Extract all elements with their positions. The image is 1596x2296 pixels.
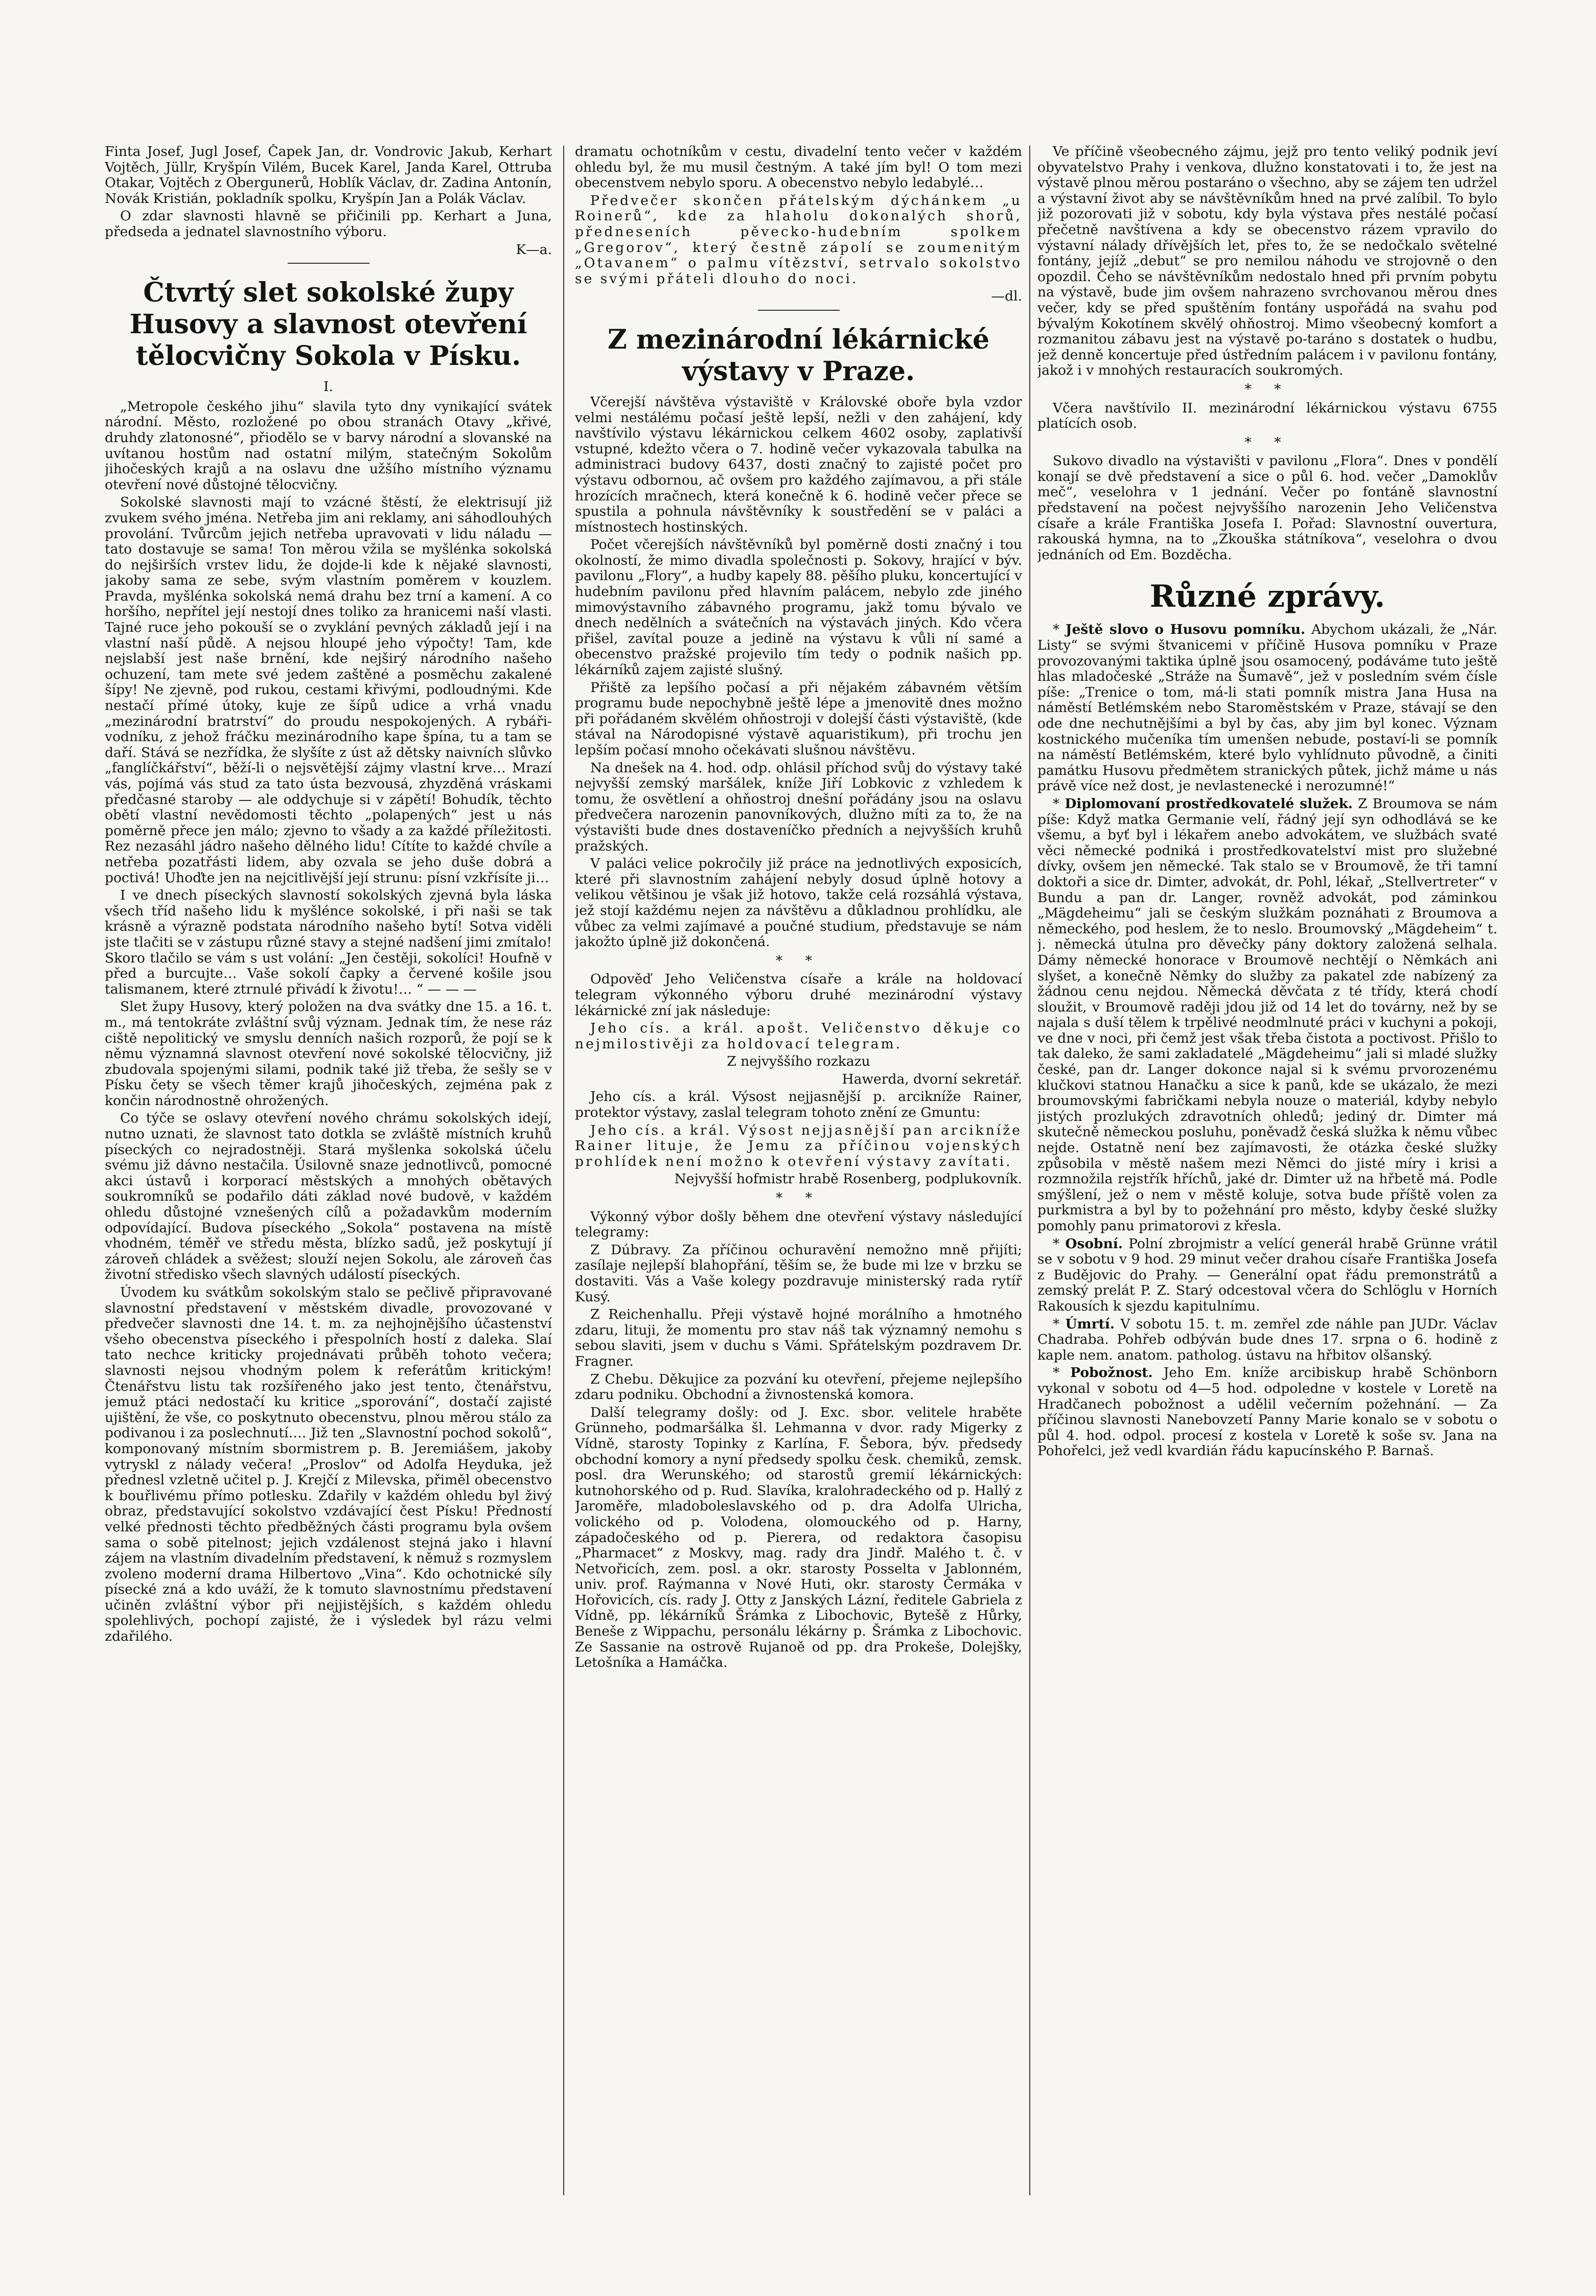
article-paragraph: Výkonný výbor došly během dne otevření výstavy následující telegramy: <box>575 1208 1022 1241</box>
article-paragraph: Na dnešek na 4. hod. odp. ohlásil příchod svůj do výstavy také nejvyšší zemský maršálek, kníže Jiří Lobkovic z vzhledem k tomu, že osvětlení a ohňostroj dnešní pořádány jsou na oslavu předvečera narozenin panovníkových, dlužno míti za to, že na výstavišti bude dnes dostaveníčko předních a nejvyšších kruhů pražských. <box>575 760 1022 854</box>
intro-paragraph: Finta Josef, Jugl Josef, Čapek Jan, dr. Vondrovic Jakub, Kerhart Vojtěch, Jüllr, Kryšpín Vilém, Bucek Karel, Janda Karel, Ottruba Otakar, Vojtěch z Obergunerů, Hoblík Václav, dr. Zadina Antonín, Novák Kristián, pokladník spolku, Kryšpín Jan a Polák Václav. <box>105 144 552 206</box>
separator <box>288 263 369 264</box>
news-text: Z Broumova se nám píše: Když matka Germanie velí, řádný její syn odhodlává se ke všemu, a byť byl i lékařem anebo advokátem, ve službách svaté věci německé podniká i prostředkovatelství mist pro služebné dívky, ovšem jen německé. Tak stalo se v Broumově, že tři tamní doktoři a sice dr. Dimter, advokát, dr. Pohl, lékař, „Stellvertreter“ v Bundu a pan dr. Langer, rovněž advokát, pod záminkou „Mägdeheimu“ jali se českým služkám poznáhati z Broumova a německého, pod heslem, že to neslo. Broumovský „Mägdeheim“ t. j. německá útulna pro děvečky pány doktory založená selhala. Dámy německé honorace v Broumově nechtějí o Němkách ani slyšet, a konečně Němky do služby za pakatel zde nabízený za žádnou cenu nejdou. Německá děvčata z té třídy, která chodí sloužit, v Broumově raději jdou již od 14 let do továrny, než by se najala s duší tělem k trpělivé neodmlnuté práci v kuchyni a pokoji, ve dne v noci, při čemž jest však třeba čistota a poctivost. Přišlo to tak daleko, že sami zakladatelé „Mägdeheimu“ jali si mladé služky české, pan dr. Langer dokonce najal si k svému prvorozenému klučkovi statnou Hanačku a sice k panů, kde se ukázalo, že mezi broumovskými fabričkami nebyla nouze o materiál, kdyby nebylo jistých prozlukých zdravotních ohledů; jediný dr. Dimter má skutečně německou posluhu, poněvadž česká služka k němu vůbec nejde. Ostatně není bez zajímavosti, že otázka české služky způsobila v městě našem mezi Němci do jisté míry i krisi a rozmnožila rejstřík hříchů, jaké dr. Dimter už na hřbetě má. Podle smýšlení, jež o nem v městě koluje, sotva bude příště volen za purkmistra a byl by to požehnání pro město, kdyby české služky pomohly panu primatorovi z křesla. <box>1037 795 1497 1234</box>
article-headline: Čtvrtý slet sokolské župy Husovy a slavnost otevření tělocvičny Sokola v Písku. <box>129 277 527 372</box>
article-paragraph: Další telegramy došly: od J. Exc. sbor. velitele hraběte Grünneho, podmaršálka šl. Lehmanna v dvor. rady Migerky z Vídně, starosty Topinky z Karlína, F. Šebora, býv. předsedy obchodní komory a nyní předsedy spolku česk. chemiků, zemsk. posl. dra Werunského; od starostů gremií lékárnických: kutnohorského od p. Rud. Slavíka, kralohradeckého od p. Hallý z Jaroměře, mladoboleslavského od p. dra Adolfa Ulricha, volického od p. Volodena, olomouckého od p. Harny, západočeského od p. Pierera, od redaktora časopisu „Pharmacet“ z Moskvy, mag. rady dra Jindř. Malého t. č. v Netvořicích, zem. posl. a okr. starosty Posselta v Jablonném, univ. prof. Raýmanna v Nové Huti, okr. starosty Čermáka v Hořovicích, cís. rady J. Otty z Janských Lázní, ředitele Gabriela z Vídně, pp. lékárníků Šrámka z Libochovic, Bytešě z Hůrky, Beneše z Wippachu, personálu lékárny p. Šrámka z Libochovic. Ze Sassanie na ostrově Rujanoě od pp. dra Prokeše, Dolejšky, Letošníka a Hamáčka. <box>575 1404 1022 1671</box>
telegram-body: Jeho cís. a král. apošt. Veličenstvo děkuje co nejmilostivěji za holdovací telegram. <box>575 1020 1022 1052</box>
news-item: * Diplomovaní prostředkovatelé služek. Z Broumova se nám píše: Když matka Germanie velí, řádný její syn odhodlává se ke všemu, a byť byl i lékařem anebo advokátem, ve službách svaté věci německé podniká i prostředkovatelství mist pro služebné dívky, ovšem jen německé. Tak stalo se v Broumově, že tři tamní doktoři a sice dr. Dimter, advokát, dr. Pohl, lékař, „Stellvertreter“ v Bundu a pan dr. Langer, rovněž advokát, pod záminkou „Mägdeheimu“ jali se českým služkám poznáhati z Broumova a německého, pod heslem, že to neslo. Broumovský „Mägdeheim“ t. j. německá útulna pro děvečky pány doktory založená selhala. Dámy německé honorace v Broumově nechtějí o Němkách ani slyšet, a konečně Němky do služby za pakatel zde nabízený za žádnou cenu nejdou. Německá děvčata z té třídy, která chodí sloužit, v Broumově raději jdou již od 14 let do továrny, než by se najala s duší tělem k trpělivé neodmlnuté práci v kuchyni a pokoji, ve dne v noci, při čemž jest však třeba čistota a poctivost. Přišlo to tak daleko, že sami zakladatelé „Mägdeheimu“ jali si mladé služky české, pan dr. Langer dokonce najal si k svému prvorozenému klučkovi statnou Hanačku a sice k panů, kde se ukázalo, že mezi broumovskými fabričkami nebyla nouze o materiál, kdyby nebylo jistých prozlukých zdravotních ohledů; jediný dr. Dimter má skutečně německou posluhu, poněvadž česká služka k němu vůbec nejde. Ostatně není bez zajímavosti, že otázka české služky způsobila v městě našem mezi Němci do jisté míry i krisi a rozmnožila rejstřík hříchů, jaké dr. Dimter už na hřbetě má. Podle smýšlení, jež o nem v městě koluje, sotva bude příště volen za purkmistra a byl by to požehnání pro město, kdyby české služky pomohly panu primatorovi z křesla. <box>1037 795 1497 1234</box>
news-text: Jeho Em. kníže arcibiskup hrabě Schönborn vykonal v sobotu od 4—5 hod. odpoledne v kostele v Loretě na Hradčanech pobožnost a udělil večerním požehnání. — Za příčinou slavnosti Nanebovzetí Panny Marie konalo se v sobotu o půl 4. hod. odpol. procesí z kostela v Loretě k soše sv. Jana na Pohořelci, jež vedl kvardián řádu kapucínského P. Barnaš. <box>1037 1365 1497 1459</box>
news-headline: Ještě slovo o Husovu pomníku. <box>1066 622 1306 638</box>
article-paragraph: „Metropole českého jihu“ slavila tyto dny vynikající svátek národní. Město, rozložené po obou stranách Otavy „křivé, druhdy zlatonosné“, přiodělo se v barvy národní a slovanské na uvítanou hostům nad ostatní milým, statečným Sokolům jihočeských krajů a na oslavu dne užšího místního významu otevření nové důstojné tělocvičny. <box>105 398 552 493</box>
separator-stars: * * <box>1244 434 1290 450</box>
article-paragraph: Včera navštívilo II. mezinárodní lékárnickou výstavu 6755 platících osob. <box>1037 400 1497 432</box>
news-item: * Úmrtí. V sobotu 15. t. m. zemřel zde náhle pan JUDr. Václav Chadraba. Pohřeb odbýván bude dnes 17. srpna o 6. hodině z kaple nem. anatom. patholog. ústavu na hřbitov olšanský. <box>1037 1316 1497 1363</box>
news-headline: Pobožnost. <box>1070 1365 1153 1381</box>
separator-stars: * * <box>776 952 821 969</box>
article-paragraph: Předvečer skončen přátelským dýchánkem „u Roinerů“, kde za hlaholu dokonalých shorů, předneseních pěvecko-hudebním spolkem „Gregorov“, který čestně zápolí se zoumenitým „Otavanem“ o palmu vítězství, setrvalo sokolstvo se svými přáteli dlouho do noci. <box>575 192 1022 287</box>
telegram-body: Jeho cís. a král. Výsost nejjasnější pan arcikníže Rainer lituje, že Jemu za příčinou vojenských prohlídek není možno k otevření výstavy zavítati. <box>575 1122 1022 1169</box>
article-paragraph: Z Reichenhallu. Přeji výstavě hojné morálního a hmotného zdaru, lituji, že momentu pro stav náš tak významný nemohu s sebou slaviti, jsem v duchu s Vámi. Spřátelským pozdravem Dr. Fragner. <box>575 1306 1022 1369</box>
article-paragraph: I ve dnech píseckých slavností sokolských zjevná byla láska všech tříd našeho lidu k myšlénce sokolské, i při naši se tak krásně a výrazně podstata národního našeho bytí! Sotva viděli jste tlačiti se v zástupu různé stavy a stejné nadšení jimi zmítalo! Skoro tlačilo se vám s ust volání: „Jen čestěji, sokolíci! Houfně v před a burcujte… Vaše sokolí čapky a červené košile jsou talismanem, které ztrnulé přivádí k životu!… “ — — — <box>105 887 552 997</box>
article-headline: Z mezinárodní lékárnické výstavy v Praze. <box>607 324 990 387</box>
telegram-signature: Nejvyšší hofmistr hrabě Rosenberg, podplukovník. <box>674 1171 1022 1187</box>
section-title: Různé zprávy. <box>1149 579 1385 615</box>
news-item: * Pobožnost. Jeho Em. kníže arcibiskup hrabě Schönborn vykonal v sobotu od 4—5 hod. odpoledne v kostele v Loretě na Hradčanech pobožnost a udělil večerním požehnání. — Za příčinou slavnosti Nanebovzetí Panny Marie konalo se v sobotu o půl 4. hod. odpol. procesí z kostela v Loretě k soše sv. Jana na Pohořelci, jež vedl kvardián řádu kapucínského P. Barnaš. <box>1037 1365 1497 1459</box>
news-headline: Úmrtí. <box>1065 1316 1115 1332</box>
article-paragraph: V paláci velice pokročily již práce na jednotlivých exposicích, které při slavnostním zahájení nebyly dosud úplně hotovy a velikou většinou je však již hotovo, takže celá rozsáhlá výstava, jež stojí každému nejen za návštěvu a důkladnou prohlídku, ale vůbec za velmi zajímavé a poučné studium, představuje se nám jakožto úplně již dokončená. <box>575 856 1022 950</box>
news-item: * Ještě slovo o Husovu pomníku. Abychom ukázali, že „Nár. Listy“ se svými štvanicemi v příčině Husova pomníku v Praze provozovanými taktika úplně jsou osamocený, podáváme tuto ještě hlas mladočeské „Stráže na Šumavě“, jež v posledním svém čísle píše: „Trenice o tom, má-li stati pomník mistra Jana Husa na náměstí Betlémském nebo Staroměstském v Praze, stávají se den ode dne nechutnějšími a byl by čas, aby jim byl konec. Význam kostnického mučeníka tím umenšen nebude, postaví-li se pomník na náměstí Betlémském, které bylo vyhlídnuto původně, a činiti památku Husovu předmětem stranických půtek, jichž máme u nás právě více než dost, je nevlastenecké i nerozumné!“ <box>1037 622 1497 794</box>
article-paragraph: Včerejší návštěva výstaviště v Královské oboře byla vzdor velmi nestálému počasí ještě lepší, nežli v den zahájení, kdy navštívilo výstavu lékárnickou celkem 4602 osoby, zaplativší vstupné, kdežto včera o 7. hodině večer vykazovala tabulka na administraci budovy 6437, dosti značný to zajisté počet pro výstavu odbornou, ač ovšem pro každého zajímavou, a při stále hrozících mračnech, která konečně k 6. hodině večer přece se spustila a pohnula návštěvníky k soustředění se v paláci a místnostech hostinských. <box>575 394 1022 535</box>
article-paragraph: Úvodem ku svátkům sokolským stalo se pečlivě připravované slavnostní představení v městském divadle, provozované v předvečer slavnosti dne 14. t. m. za nejhojnějšího účastenství všeho obecenstva píseckého i přespolních hostí z daleka. Slaí tato nechce kriticky projednávati průběh tohoto večera; slavnosti nejsou vhodným polem k referátům kritickým! Čtenářstvu listu tak rozšířeného jako jest tento, čtenářstvu, jemuž ptáci nedostačí ku kritice „sporování“, dostačí zajisté ujištění, že vše, co poskytnuto obecenstvu, plnou měrou stálo za podivanou i za poslechnutí…. Již ten „Slavnostní pochod sokolů“, komponovaný místním sbormistrem p. B. Jeremiášem, jakoby vytryskl z nálady večera! „Proslov“ od Adolfa Heyduka, jež přednesl vzletně učitel p. J. Krejčí z Milevska, přiměl obecenstvo k bouřlivému přímo potlesku. Zdařily v každém ohledu byl živý obraz, představující sokolstvo vzdávající čest Písku! Předností velké přednosti těchto předběžných části programu byla ovšem sama o sobě pitelnost; jejich vzdálenost stejná jako i hlavní zájem na vlastním divadelním představení, k němuž s rozmyslem zvoleno moderní drama Hilbertovo „Vina“. Kdo ochotnické síly písecké zná a kdo uváží, že k tomuto slavnostnímu představení učiněn zvláštní výbor při nejjistějších, s každém ohledu spolehlivých, pochopí zajisté, že i výsledek byl rázu velmi zdařilého. <box>105 1284 552 1645</box>
intro-paragraph: O zdar slavnosti hlavně se přičinili pp. Kerhart a Juna, předseda a jednatel slavnostního výboru. <box>105 208 552 240</box>
article-paragraph: Ve příčině všeobecného zájmu, jejž pro tento veliký podnik jeví obyvatelstvo Prahy i venkova, dlužno konstatovati i to, že jest na výstavě plnou měrou postaráno o všechno, aby se zájem ten udržel a výstavní život aby se návštěvníkům hned na prvé zalíbil. To bylo již pozorovati již v sobotu, kdy byla výstava přes nestálé počasí přečetně navštívena a kdy se obecenstvo rázem vpravilo do výstavní nálady dřívějších let, přes to, že se nedočkalo světelné fontány, jejíž „debut“ se pro nemilou náhodu ve strojovně o den opozdil. Čeho se návštěvníkům nedostalo hned při prvním pobytu na výstavě, bude jim ovšem nahrazeno svrchovanou měrou dnes večer, kdy se před spuštěním fontány uspořádá na svahu pod bývalým Kokotínem skvělý ohňostroj. Mimo všeobecný komfort a rozmanitou zábavu jest na výstavě po-taráno s dostatek o hudbu, jež denně koncertuje před ústředním palácem i v pavilonu fontány, jakož i v mnohých restauracích soukromých. <box>1037 144 1497 379</box>
news-text: Abychom ukázali, že „Nár. Listy“ se svými štvanicemi v příčině Husova pomníku v Praze provozovanými taktika úplně jsou osamocený, podáváme tuto ještě hlas mladočeské „Stráže na Šumavě“, jež v posledním svém čísle píše: „Trenice o tom, má-li stati pomník mistra Jana Husa na náměstí Betlémském nebo Staroměstském v Praze, stávají se den ode dne nechutnějšími a byl by čas, aby jim byl konec. Význam kostnického mučeníka tím umenšen nebude, postaví-li se pomník na náměstí Betlémském, které bylo vyhlídnuto původně, a činiti památku Husovu předmětem stranických půtek, jichž máme u nás právě více než dost, je nevlastenecké i nerozumné!“ <box>1037 622 1497 794</box>
article-paragraph: Z Dúbravy. Za příčinou ochuravění nemožno mně přijíti; zasílaje nejlepší blahopřání, těším se, že bude mi lze v brzku se dostaviti. Vás a Vaše kolegy pozdravuje ministerský rada rytíř Kusý. <box>575 1242 1022 1305</box>
column-divider <box>1029 146 1030 2195</box>
article-paragraph: Slet župy Husovy, který položen na dva svátky dne 15. a 16. t. m., má tentokráte zvláštní svůj význam. Jednak tím, že nese ráz ciště nepolitický ve smyslu denních našich rozporů, že pojí se k němu významná slavnost otevření nové sokolské tělocvičny, již zbudovala spojenými silami, podnik také již třeba, že sešly se v Písku čety se všech těmer krajů jihočeských, zejména pak z končin národnostně ohrožených. <box>105 999 552 1109</box>
article-paragraph: Sukovo divadlo na výstavišti v pavilonu „Flora“. Dnes v pondělí konají se dvě představení a sice o půl 6. hod. večer „Damoklův meč“, veselohra v 1 jednání. Večer po fontáně slavnostní představení na počest nejvyššího narozenin Jeho Veličenstva císaře a krále Františka Josefa I. Pořad: Slavnostní ouvertura, rakouská hymna, na to „Zkouška státníkova“, veselohra o dvou jednáních od Em. Bozděcha. <box>1037 453 1497 563</box>
telegram-sender: Z nejvyššího rozkazu <box>727 1053 870 1070</box>
column-right <box>1037 144 1497 2199</box>
news-text: Polní zbrojmistr a velící generál hrabě Grünne vrátil se v sobotu v 9 hod. 29 minut večer drahou císaře Františka Josefa z Budějovic do Prahy. — Generální opat řádu premonstrátů a zemský prelát P. Z. Starý odcestoval včera do Schlöglu v Horních Rakousích k sjezdu kapitulnímu. <box>1037 1235 1497 1314</box>
news-headline: Diplomovaní prostředkovatelé služek. <box>1065 795 1353 812</box>
article-paragraph: Přiště za lepšího počasí a při nějakém zábavném větším programu bude nepochybně ještě lépe a jmenovitě dnes možno při pořádaném skvělém ohňostroji v dolejší části výstaviště, (kde stával na Národopisné výstavě aquaristikum), při trochu jen lepším počasí mnoho očekávati slušnou návštěvu. <box>575 679 1022 758</box>
article-signature: —dl. <box>991 288 1022 305</box>
section-number: I. <box>323 379 333 395</box>
telegram-intro: Odpověď Jeho Veličenstva císaře a krále na holdovací telegram výkonného výboru druhé mezinárodní výstavy lékárnické zní jak následuje: <box>575 971 1022 1019</box>
article-paragraph: Sokolské slavnosti mají to vzácné štěstí, že elektrisují již zvukem svého jména. Netřeba jim ani reklamy, ani sáhodlouhých provolání. Tvůrcům jejich netřeba upravovati v lidu náladu — tato dostavuje se sama! Ton měrou vžila se myšlénka sokolská do nejširších vrstev lidu, že dojde-li kde k nějaké slavnosti, jakoby sama ze sebe, svým vlastním poměrem v kouzlem. Pravda, myšlénka sokolská nemá drahu bez trní a kamení. A co horšího, nepřítel její nestojí dnes toliko za hranicemi naší vlasti. Tajné ruce jeho pokouší se o zvyklání pevných základů její i na vlastní naší půdě. A nejsou hloupé jeho výpočty! Tam, kde nejslabší jest naše brnění, kde nejširý národního našeho ochuzení, tam mete své jedem zaštěné a posměchu zakalené šípy! Ne zjevně, pod rukou, cestami křivými, podloudnými. Kde nestačí přímé útoky, kuje ze šípů udice a vrhá vnadu „mezinárodní bratrství“ do proudu nespokojených. A rybáři-vodníku, z jehož fráčku mezinárodního kape špína, tu a tam se daří. Stává se nezřídka, že slyšíte z úst až dětsky naivních slůvko „fanglíčkářství“, běží-li o nejsvětější zájmy vlastní krve… Mrazí vás, pojímá vás stud za tato ústa bezvousá, zhyzděná vráskami předčasné staroby — ale oddychuje si v zápětí! Bohudík, těchto obětí vlastní nevědomosti těchto „polapených“ jest u nás poměrně přece jen málo; zjevno to všady a za každé příležitosti. Rez nezasáhl jádro našeho dělného lidu! Cítíte to každé chvíle a netřeba pozatřásti lidem, aby ozvala se jeho duše dobrá a poctivá! Uhoďte jen na nejcitlivější její strunu: písní vzkřísíte ji… <box>105 494 552 886</box>
article-paragraph: dramatu ochotníkům v cestu, divadelní tento večer v každém ohledu byl, že mu musil čestným. A také jím byl! O tom mezi obecenstvem nebylo sporu. A obecenstvo nebylo ledabylé… <box>575 144 1022 191</box>
separator <box>758 310 840 311</box>
news-text: V sobotu 15. t. m. zemřel zde náhle pan JUDr. Václav Chadraba. Pohřeb odbýván bude dnes 17. srpna o 6. hodině z kaple nem. anatom. patholog. ústavu na hřbitov olšanský. <box>1037 1316 1497 1363</box>
article-signature: K—a. <box>516 241 552 258</box>
article-paragraph: Počet včerejších návštěvníků byl poměrně dosti značný i tou okolností, že mimo divadla společnosti p. Sokovy, hrající v býv. pavilonu „Flory“, a hudby kapely 88. pěšího pluku, koncertující v hudebním pavilonu před hlavním palácem, nebylo zde jiného mimovýstavního zábavného programu, jakž tomu bývalo ve dnech nedělních a svátečních na výstavách jiných. Kdo včera přišel, zavítal pouze a jedině na výstavu k vůli ní samé a obecenstvo pražské projevilo tím tedy o podnik našich pp. lékárníků zajem zajisté slušný. <box>575 537 1022 678</box>
telegram-text: Jeho cís. a král. Výsost nejjasnější p. arcikníže Rainer, protektor výstavy, zaslal telegram tohoto znění ze Gmuntu: <box>575 1089 1022 1121</box>
separator-stars: * * <box>1244 381 1290 397</box>
news-headline: Osobní. <box>1065 1235 1123 1252</box>
column-left <box>105 144 552 2199</box>
column-divider <box>563 146 564 2195</box>
news-item: * Osobní. Polní zbrojmistr a velící generál hrabě Grünne vrátil se v sobotu v 9 hod. 29 minut večer drahou císaře Františka Josefa z Budějovic do Prahy. — Generální opat řádu premonstrátů a zemský prelát P. Z. Starý odcestoval včera do Schlöglu v Horních Rakousích k sjezdu kapitulnímu. <box>1037 1235 1497 1314</box>
column-middle <box>575 144 1022 2199</box>
article-paragraph: Z Chebu. Děkujice za pozvání ku otevření, přejeme nejlepšího zdaru podniku. Obchodní a živnostenská komora. <box>575 1371 1022 1403</box>
separator-stars: * * <box>776 1190 821 1206</box>
article-paragraph: Co týče se oslavy otevření nového chrámu sokolských idejí, nutno uznati, že slavnost tato dotkla se zvláště místních kruhů píseckých co nejradostněji. Stará myšlenka sokolská účelu svému již dávno nestačila. Úsilovně snaze jednotlivců, pomocné akci ústavů i korporací městských a mnohých obětavých soukromníků se podařilo dáti základ nové budově, v každém ohledu důstojné vznešených cílů a požadavkům moderním odpovídající. Budova píseckého „Sokola“ postavena na místě vhodném, téměř ve středu města, blízko sadů, jež poskytují jí zároveň chládek a svěžest; slouží nejen Sokolu, ale zároveň čas životní středisko všech slavných událostí píseckých. <box>105 1110 552 1283</box>
telegram-signature: Hawerda, dvorní sekretář. <box>842 1071 1022 1087</box>
